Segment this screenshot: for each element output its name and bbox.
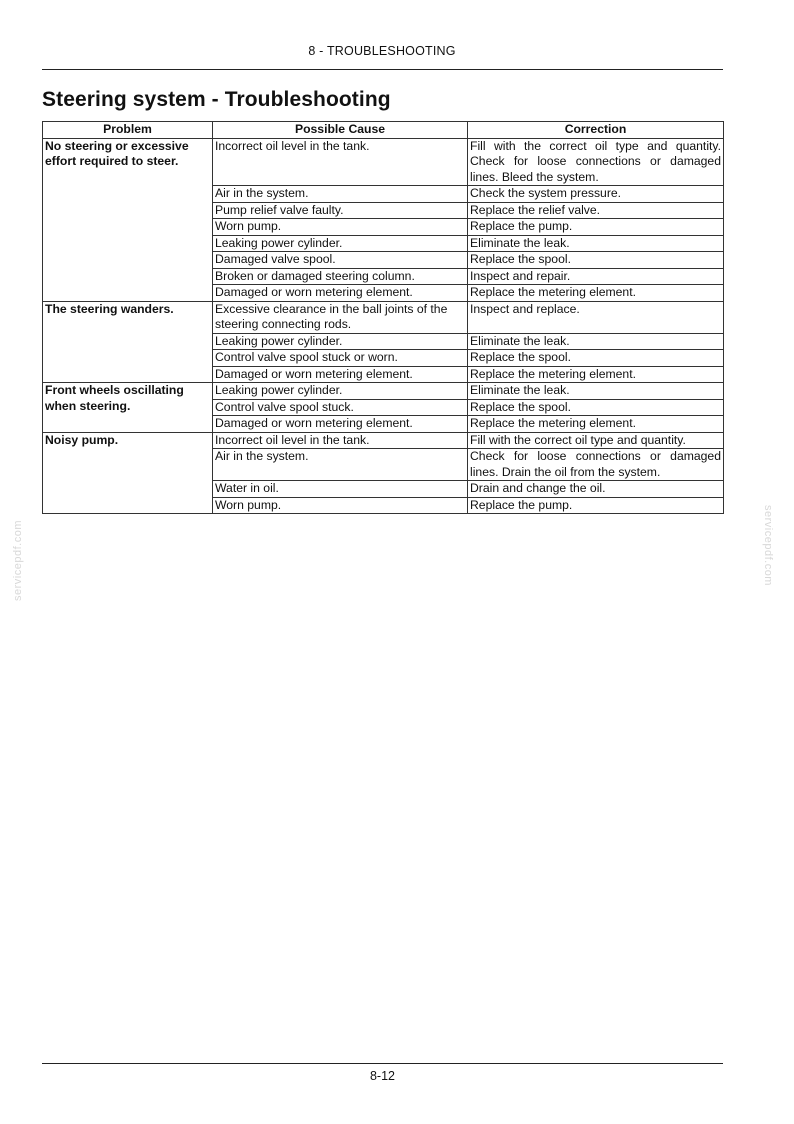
- correction-cell: Replace the spool.: [468, 252, 724, 269]
- table-header-row: [43, 122, 724, 139]
- correction-cell: Replace the metering element.: [468, 366, 724, 383]
- correction-cell: Replace the pump.: [468, 497, 724, 514]
- cause-cell: Water in oil.: [213, 481, 468, 498]
- cause-cell: Control valve spool stuck.: [213, 399, 468, 416]
- table-row: [43, 138, 724, 186]
- table-row: [43, 301, 724, 333]
- cause-cell: Incorrect oil level in the tank.: [213, 432, 468, 449]
- cause-cell: Broken or damaged steering column.: [213, 268, 468, 285]
- column-header-problem: Problem: [43, 122, 213, 139]
- table-row: [43, 432, 724, 449]
- correction-cell: Drain and change the oil.: [468, 481, 724, 498]
- cause-cell: Worn pump.: [213, 219, 468, 236]
- cause-cell: Damaged or worn metering element.: [213, 416, 468, 433]
- footer-rule: [42, 1063, 723, 1064]
- correction-cell: Eliminate the leak.: [468, 333, 724, 350]
- column-header-correction: Correction: [468, 122, 724, 139]
- page-number: 8-12: [369, 1069, 396, 1083]
- cause-cell: Control valve spool stuck or worn.: [213, 350, 468, 367]
- cause-cell: Excessive clearance in the ball joints of the steering connecting rods.: [213, 301, 468, 333]
- problem-cell: No steering or excessive effort required to steer.: [43, 138, 213, 301]
- cause-cell: Damaged or worn metering element.: [213, 366, 468, 383]
- cause-cell: Pump relief valve faulty.: [213, 202, 468, 219]
- correction-cell: Replace the relief valve.: [468, 202, 724, 219]
- correction-cell: Fill with the correct oil type and quantity. Check for loose connections or damaged lines. Bleed the system.: [468, 138, 724, 186]
- page-title: Steering system - Troubleshooting: [42, 88, 391, 111]
- column-header-cause: Possible Cause: [213, 122, 468, 139]
- correction-cell: Fill with the correct oil type and quantity.: [468, 432, 724, 449]
- correction-cell: Check the system pressure.: [468, 186, 724, 203]
- table-body: [43, 138, 724, 514]
- page-header: 8 - TROUBLESHOOTING: [308, 44, 456, 58]
- correction-cell: Eliminate the leak.: [468, 235, 724, 252]
- correction-cell: Inspect and replace.: [468, 301, 724, 333]
- troubleshooting-table: [42, 121, 724, 514]
- cause-cell: Air in the system.: [213, 186, 468, 203]
- problem-cell: Noisy pump.: [43, 432, 213, 514]
- cause-cell: Worn pump.: [213, 497, 468, 514]
- cause-cell: Air in the system.: [213, 449, 468, 481]
- correction-cell: Replace the metering element.: [468, 285, 724, 302]
- correction-cell: Replace the spool.: [468, 350, 724, 367]
- problem-cell: The steering wanders.: [43, 301, 213, 383]
- table-row: [43, 383, 724, 400]
- cause-cell: Incorrect oil level in the tank.: [213, 138, 468, 186]
- watermark-right: servicepdf.com: [762, 505, 774, 586]
- header-rule: [42, 69, 723, 70]
- correction-cell: Inspect and repair.: [468, 268, 724, 285]
- cause-cell: Leaking power cylinder.: [213, 383, 468, 400]
- correction-cell: Replace the spool.: [468, 399, 724, 416]
- watermark-left: servicepdf.com: [12, 520, 24, 601]
- correction-cell: Eliminate the leak.: [468, 383, 724, 400]
- correction-cell: Replace the metering element.: [468, 416, 724, 433]
- correction-cell: Check for loose connections or damaged lines. Drain the oil from the system.: [468, 449, 724, 481]
- cause-cell: Leaking power cylinder.: [213, 235, 468, 252]
- cause-cell: Damaged valve spool.: [213, 252, 468, 269]
- problem-cell: Front wheels oscillating when steering.: [43, 383, 213, 433]
- correction-cell: Replace the pump.: [468, 219, 724, 236]
- cause-cell: Leaking power cylinder.: [213, 333, 468, 350]
- cause-cell: Damaged or worn metering element.: [213, 285, 468, 302]
